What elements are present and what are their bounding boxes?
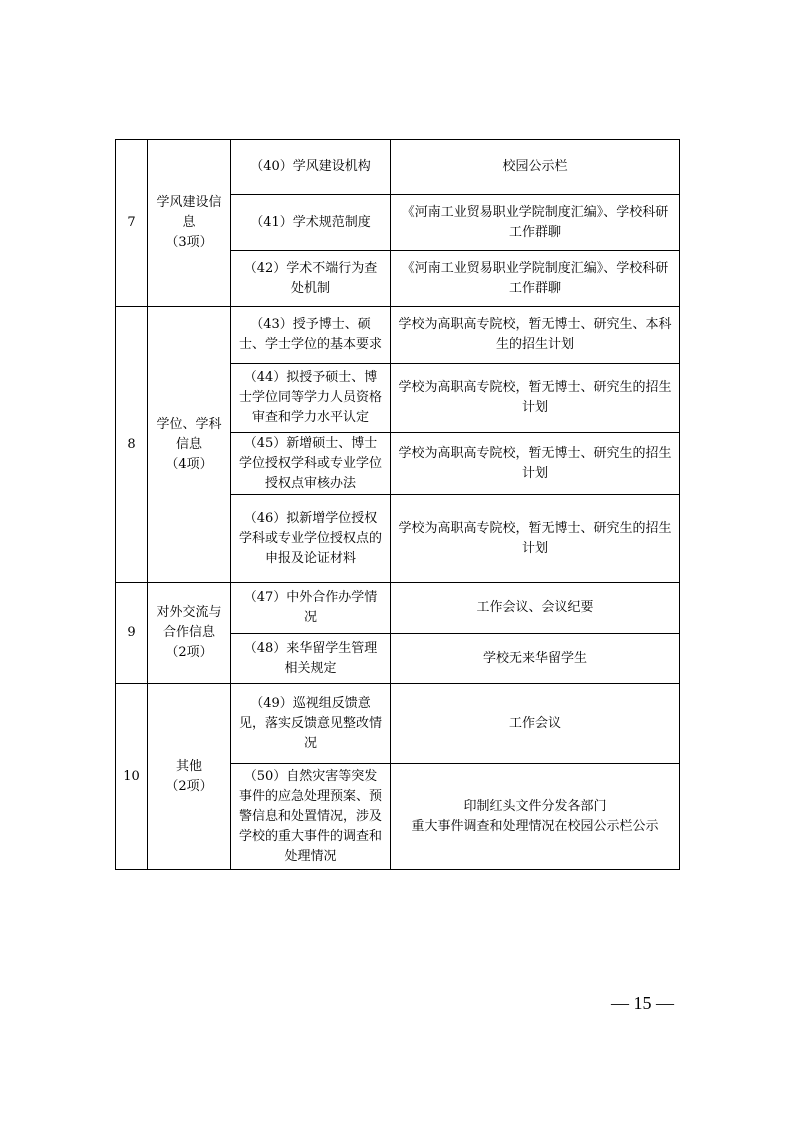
source-cell: 《河南工业贸易职业学院制度汇编》、学校科研工作群聊	[391, 251, 680, 307]
item-cell: （48）来华留学生管理相关规定	[231, 634, 391, 684]
table-row	[116, 684, 680, 764]
category-name: 对外交流与合作信息	[156, 605, 222, 640]
item-cell: （46）拟新增学位授权学科或专业学位授权点的申报及论证材料	[231, 495, 391, 583]
group-number: 7	[116, 140, 148, 307]
group-category	[148, 583, 231, 684]
item-cell: （43）授予博士、硕士、学士学位的基本要求	[231, 307, 391, 364]
source-cell: 校园公示栏	[391, 140, 680, 195]
item-cell: （41）学术规范制度	[231, 195, 391, 251]
source-cell: 工作会议、会议纪要	[391, 583, 680, 634]
source-cell: 学校为高职高专院校，暂无博士、研究生、本科生的招生计划	[391, 307, 680, 364]
category-count: （2项）	[165, 778, 213, 794]
source-cell: 印制红头文件分发各部门 重大事件调查和处理情况在校园公示栏公示	[391, 764, 680, 870]
table-row	[116, 583, 680, 634]
item-cell: （50）自然灾害等突发事件的应急处理预案、预警信息和处置情况，涉及学校的重大事件的调查和处理情况	[231, 764, 391, 870]
group-number: 9	[116, 583, 148, 684]
table-row	[116, 307, 680, 364]
group-category	[148, 307, 231, 583]
category-name: 其他	[175, 758, 202, 774]
table-row	[116, 140, 680, 195]
category-name: 学位、学科信息	[156, 416, 222, 452]
item-cell: （40）学风建设机构	[231, 140, 391, 195]
source-cell: 学校无来华留学生	[391, 634, 680, 684]
group-number: 10	[116, 684, 148, 870]
item-cell: （49）巡视组反馈意见，落实反馈意见整改情况	[231, 684, 391, 764]
source-cell: 学校为高职高专院校，暂无博士、研究生的招生计划	[391, 364, 680, 433]
category-count: （3项）	[165, 235, 213, 250]
source-cell: 《河南工业贸易职业学院制度汇编》、学校科研工作群聊	[391, 195, 680, 251]
item-cell: （45）新增硕士、博士学位授权学科或专业学位授权点审核办法	[231, 433, 391, 495]
item-cell: （44）拟授予硕士、博士学位同等学力人员资格审查和学力水平认定	[231, 364, 391, 433]
group-category	[148, 684, 231, 870]
source-cell: 学校为高职高专院校，暂无博士、研究生的招生计划	[391, 433, 680, 495]
group-category	[148, 140, 231, 307]
category-count: （4项）	[165, 456, 213, 472]
category-count: （2项）	[165, 645, 213, 660]
page-number: — 15 —	[611, 993, 674, 1013]
source-cell: 工作会议	[391, 684, 680, 764]
item-cell: （47）中外合作办学情况	[231, 583, 391, 634]
group-number: 8	[116, 307, 148, 583]
disclosure-table	[115, 139, 680, 870]
category-name: 学风建设信息	[156, 195, 222, 230]
item-cell: （42）学术不端行为查处机制	[231, 251, 391, 307]
source-cell: 学校为高职高专院校，暂无博士、研究生的招生计划	[391, 495, 680, 583]
